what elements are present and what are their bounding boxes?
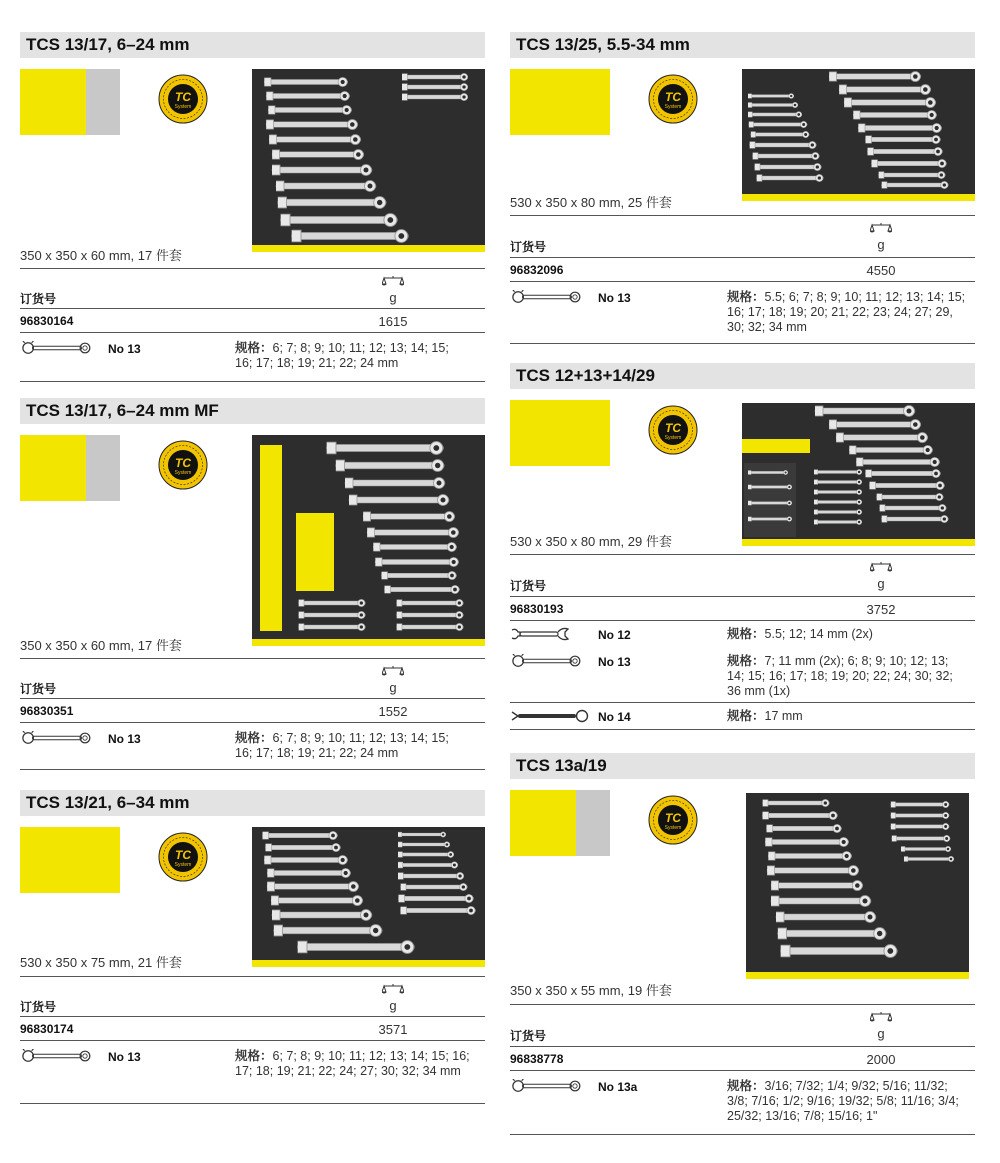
combination-wrench-icon [510,654,584,668]
spec-value: 6; 7; 8; 9; 10; 11; 12; 13; 14; 15; 16; 17; 18; 19; 21; 22; 24 mm [235,341,449,370]
yellow-swatch [510,790,576,856]
weight-unit: g [877,576,885,591]
tool-number: No 13 [598,655,631,669]
spec-value: 5.5; 12; 14 mm (2x) [764,627,873,641]
wrench-row-icon [263,831,476,953]
weight-scale-icon [870,1011,892,1023]
combination-wrench-icon [510,290,584,304]
combination-wrench-icon [510,1079,584,1093]
product-title: TCS 13/25, 5.5-34 mm [510,32,975,58]
tool-row [20,722,485,770]
weight-scale-icon [382,665,404,677]
spec-label: 规格： [727,654,765,668]
tool-tray-image [252,827,485,967]
order-no-value: 96830193 [510,602,564,616]
spec-label: 规格： [727,709,765,723]
order-header-row [510,1004,975,1047]
tool-number: No 12 [598,628,631,642]
grey-swatch [576,790,610,856]
tool-row [510,646,975,702]
combination-wrench-icon [20,341,94,355]
tool-spec [727,709,969,724]
order-header-row [510,554,975,597]
tc-system-logo-icon [648,74,698,124]
spec-value: 7; 11 mm (2x); 6; 8; 9; 10; 12; 13; 14; 15; 16; 17; 18; 19; 20; 22; 24; 30; 32; 36 mm (1x) [727,654,953,698]
combination-wrench-icon [20,1049,94,1063]
product-title: TCS 12+13+14/29 [510,363,975,389]
spec-label: 规格： [727,290,765,304]
tool-number: No 13 [108,342,141,356]
product-block-tcs-13-25 [510,32,975,342]
tool-spec [235,1049,475,1079]
spec-label: 规格： [727,627,765,641]
product-block-tcs-13a-19 [510,753,975,1135]
tool-tray-image [742,69,975,201]
tool-tray-image [746,793,969,979]
spec-value: 6; 7; 8; 9; 10; 11; 12; 13; 14; 15; 16; 17; 18; 19; 21; 22; 24 mm [235,731,449,760]
tc-system-logo-icon [158,74,208,124]
product-title: TCS 13/17, 6–24 mm MF [20,398,485,424]
tool-number: No 13 [108,1050,141,1064]
spec-value: 6; 7; 8; 9; 10; 11; 12; 13; 14; 15; 16; 17; 18; 19; 21; 22; 24; 27; 30; 32; 34 mm [235,1049,470,1078]
weight-scale-icon [382,275,404,287]
order-no-label: 订货号 [510,240,547,254]
product-title: TCS 13a/19 [510,753,975,779]
weight-value: 4550 [866,263,896,278]
yellow-swatch [20,69,86,135]
spec-label: 规格： [235,731,273,745]
tool-tray-image [252,435,485,646]
order-header-row [20,976,485,1017]
weight-value: 1615 [378,314,408,329]
weight-scale-icon [870,222,892,234]
grey-swatch [86,69,120,135]
grey-swatch [86,435,120,501]
order-value-row [20,308,485,333]
tc-system-logo-icon [648,795,698,845]
product-block-tcs-12-13-14 [510,363,975,737]
tool-row [510,620,975,647]
spec-label: 规格： [235,1049,273,1063]
tool-spec [727,1079,969,1124]
tool-number: No 13 [598,291,631,305]
weight-scale-icon [382,983,404,995]
product-title: TCS 13/17, 6–24 mm [20,32,485,58]
product-block-tcs-13-17-mf [20,398,485,768]
order-header-row [20,268,485,309]
dimensions-text: 530 x 350 x 80 mm, 29 件套 [510,534,672,549]
tool-row [20,332,485,382]
weight-unit: g [389,680,397,695]
weight-unit: g [389,998,397,1013]
order-no-label: 订货号 [20,1000,57,1014]
order-no-label: 订货号 [510,579,547,593]
order-header-row [20,658,485,699]
weight-unit: g [877,237,885,252]
weight-unit: g [877,1026,885,1041]
order-no-label: 订货号 [20,682,57,696]
tool-row [510,702,975,730]
combination-wrench-icon [20,731,94,745]
spec-label: 规格： [235,341,273,355]
wrench-row-icon [763,799,955,957]
spec-value: 3/16; 7/32; 1/4; 9/32; 5/16; 11/32; 3/8; 7/16; 1/2; 9/16; 19/32; 5/8; 11/16; 3/4; 25/32; 13/16; 7/8; 15/16; 1" [727,1079,959,1123]
tool-tray-image [742,403,975,546]
product-block-tcs-13-17 [20,32,485,380]
yellow-swatch [20,827,120,893]
spec-value: 17 mm [764,709,803,723]
tc-system-logo-icon [648,405,698,455]
tc-system-logo-icon [158,440,208,490]
order-no-value: 96830164 [20,314,74,328]
dimensions-text: 350 x 350 x 60 mm, 17 件套 [20,248,182,263]
weight-unit: g [389,290,397,305]
tool-number: No 14 [598,710,631,724]
spec-value: 5.5; 6; 7; 8; 9; 10; 11; 12; 13; 14; 15; 16; 17; 18; 19; 20; 21; 22; 23; 24; 27; 29, 30; 32; 34 mm [727,290,966,334]
yellow-swatch [510,400,610,466]
tool-row [510,281,975,344]
tool-number: No 13a [598,1080,638,1094]
weight-scale-icon [870,561,892,573]
tool-row [20,1040,485,1104]
tool-row [510,1070,975,1135]
ratchet-wrench-icon [510,709,590,723]
dimensions-text: 530 x 350 x 75 mm, 21 件套 [20,955,182,970]
product-title: TCS 13/21, 6–34 mm [20,790,485,816]
yellow-swatch [510,69,610,135]
wrench-row-icon [264,73,468,242]
dimensions-text: 530 x 350 x 80 mm, 25 件套 [510,195,672,210]
product-block-tcs-13-21 [20,790,485,1102]
order-value-row [20,1016,485,1041]
spec-label: 规格： [727,1079,765,1093]
order-value-row [510,257,975,282]
wrench-row-icon [748,71,948,188]
tool-spec [727,290,969,335]
order-value-row [20,698,485,723]
dimensions-text: 350 x 350 x 55 mm, 19 件套 [510,983,672,998]
tool-spec [727,654,969,699]
tool-number: No 13 [108,732,141,746]
weight-value: 3571 [378,1022,408,1037]
tool-spec [727,627,969,642]
tool-spec [235,341,460,371]
open-end-wrench-icon [510,627,572,641]
tool-tray-image [252,69,485,252]
weight-value: 2000 [866,1052,896,1067]
order-no-value: 96830351 [20,704,74,718]
tool-spec [235,731,460,761]
yellow-swatch [20,435,86,501]
order-value-row [510,1046,975,1071]
order-no-value: 96832096 [510,263,564,277]
order-no-label: 订货号 [20,292,57,306]
order-no-value: 96830174 [20,1022,74,1036]
weight-value: 1552 [378,704,408,719]
order-no-label: 订货号 [510,1029,547,1043]
order-no-value: 96838778 [510,1052,564,1066]
order-value-row [510,596,975,621]
order-header-row [510,215,975,258]
dimensions-text: 350 x 350 x 60 mm, 17 件套 [20,638,182,653]
weight-value: 3752 [866,602,896,617]
tc-system-logo-icon [158,832,208,882]
